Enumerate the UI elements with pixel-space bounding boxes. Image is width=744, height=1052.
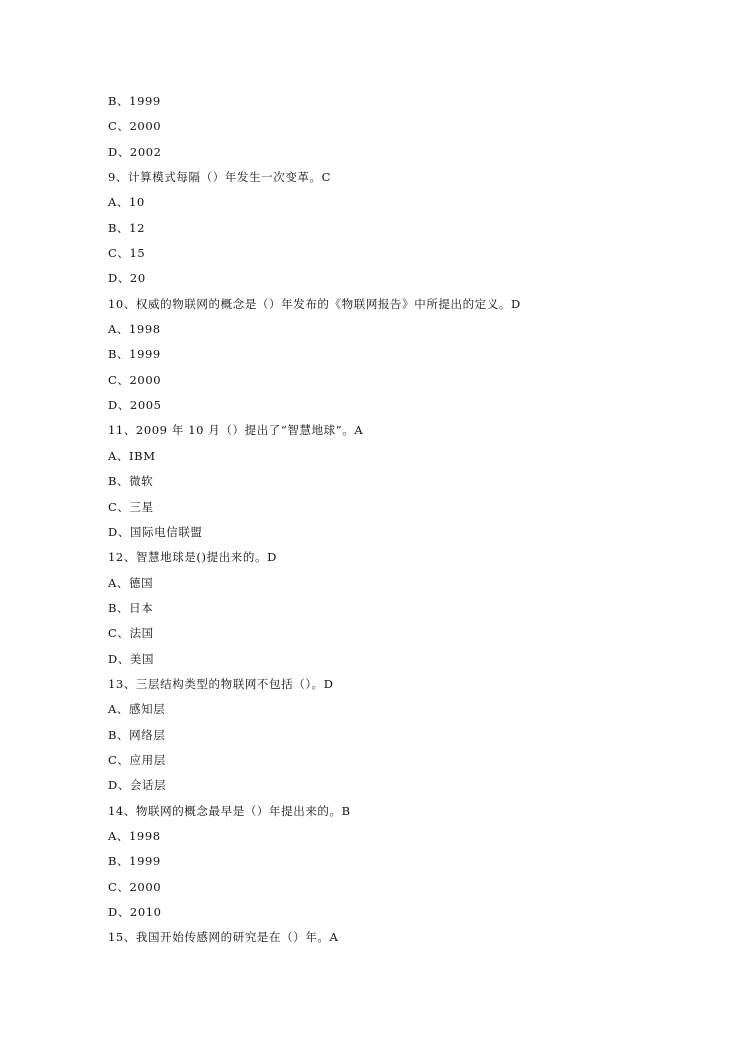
option-line: A、IBM <box>108 448 156 463</box>
option-line: B、12 <box>108 220 145 235</box>
option-line: C、2000 <box>108 879 162 894</box>
question-list <box>108 92 708 954</box>
question-line: 10、权威的物联网的概念是（）年发布的《物联网报告》中所提出的定义。D <box>108 296 521 311</box>
option-line: A、1998 <box>108 322 161 337</box>
option-line: C、15 <box>108 246 146 261</box>
option-line: D、2002 <box>108 144 162 159</box>
option-line: A、1998 <box>108 828 161 843</box>
option-line: C、应用层 <box>108 752 166 767</box>
option-line: B、1999 <box>108 94 161 108</box>
option-line: B、1999 <box>108 854 161 869</box>
option-line: C、2000 <box>108 119 162 134</box>
option-line: D、2005 <box>108 398 162 413</box>
option-line: D、美国 <box>108 651 155 666</box>
option-line: C、2000 <box>108 372 162 387</box>
question-line: 14、物联网的概念最早是（）年提出来的。B <box>108 803 351 818</box>
option-line: D、会话层 <box>108 778 167 793</box>
option-line: A、10 <box>108 195 145 210</box>
option-line: D、2010 <box>108 905 162 919</box>
question-line: 13、三层结构类型的物联网不包括（）。D <box>108 676 334 691</box>
option-line: C、法国 <box>108 626 154 641</box>
option-line: B、日本 <box>108 600 154 615</box>
option-line: D、国际电信联盟 <box>108 524 203 539</box>
question-line: 11、2009 年 10 月（）提出了“智慧地球”。A <box>108 423 364 438</box>
option-line: C、三星 <box>108 499 154 514</box>
question-line: 15、我国开始传感网的研究是在（）年。A <box>108 930 339 945</box>
option-line: A、感知层 <box>108 702 166 717</box>
option-line: D、20 <box>108 271 146 286</box>
option-line: B、1999 <box>108 347 161 362</box>
option-line: B、微软 <box>108 474 154 489</box>
question-line: 12、智慧地球是()提出来的。D <box>108 550 277 565</box>
question-line: 9、计算模式每隔（）年发生一次变革。C <box>108 170 332 185</box>
option-line: B、网络层 <box>108 727 166 742</box>
option-line: A、德国 <box>108 575 154 590</box>
